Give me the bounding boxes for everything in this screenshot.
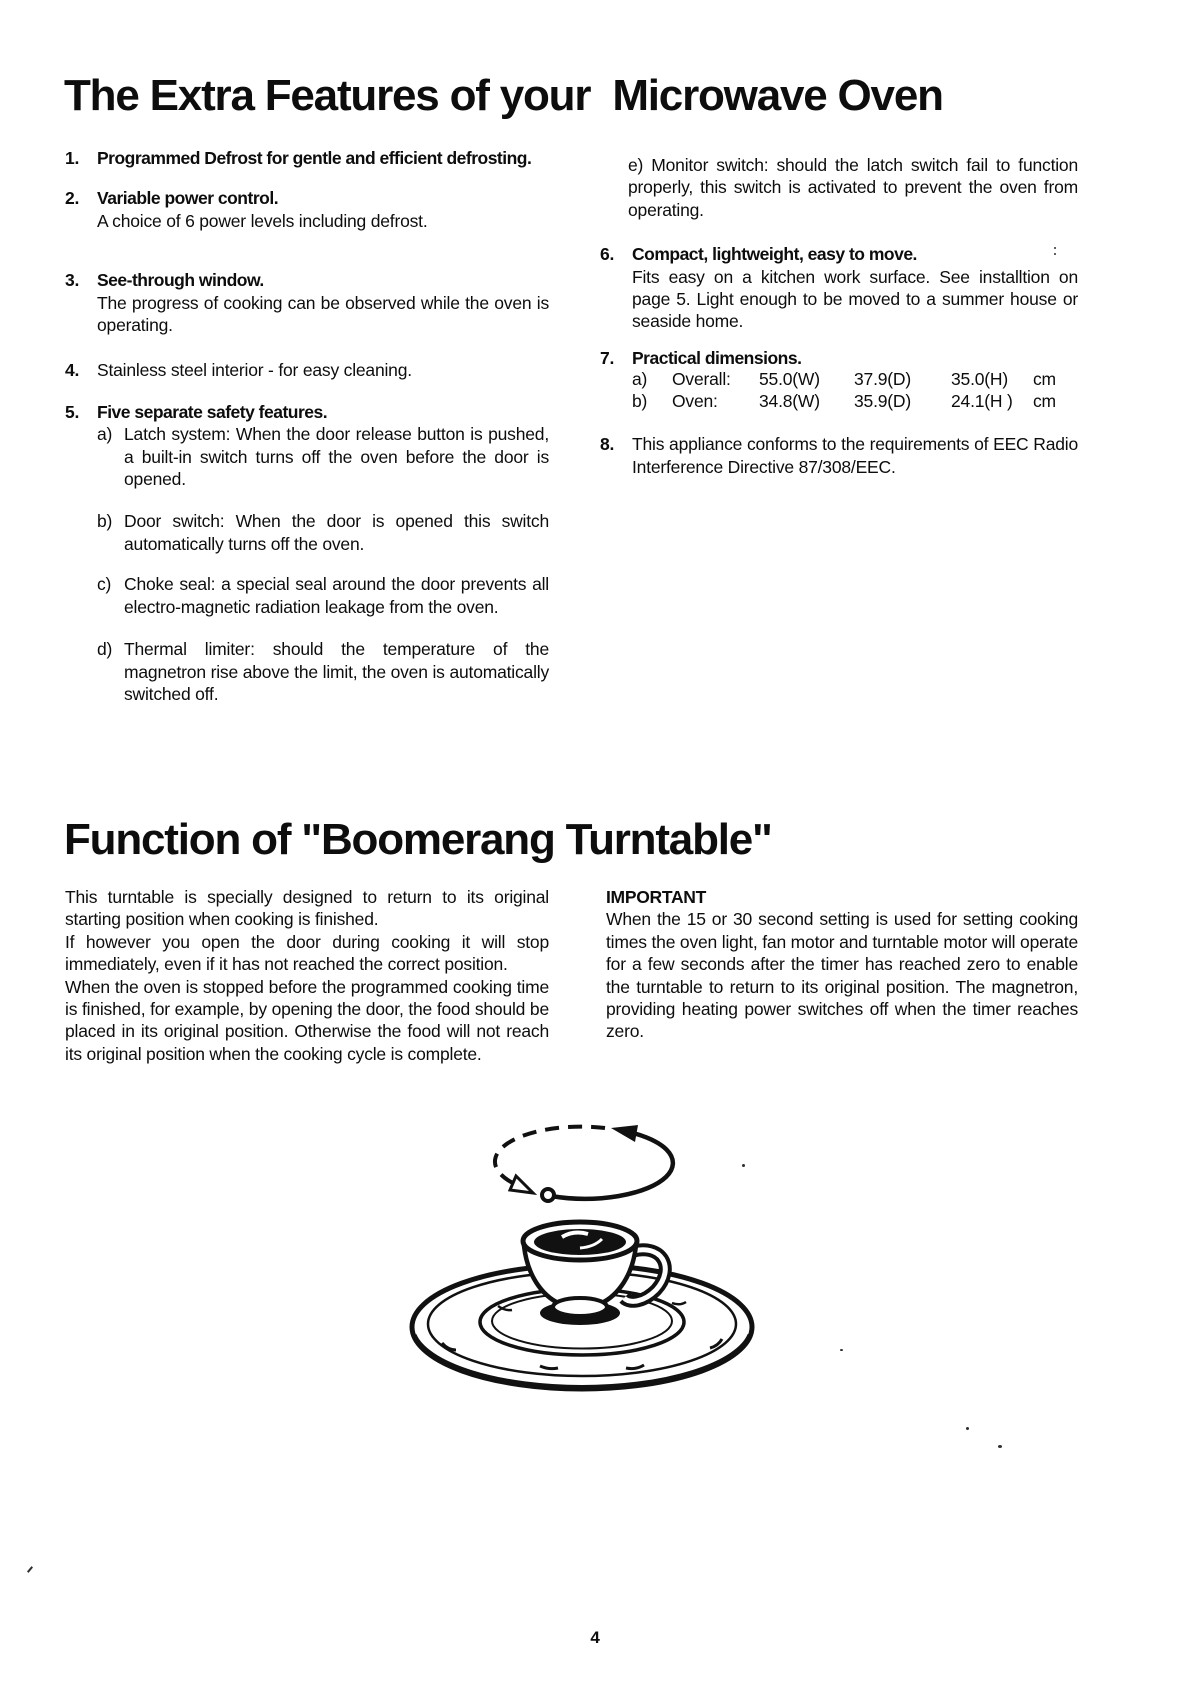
scan-speckle: [1054, 253, 1056, 255]
dim-width: 34.8(W): [759, 390, 820, 411]
dimension-row-oven: [632, 391, 1078, 413]
turntable-illustration: [380, 1100, 800, 1410]
safety-sub-item-a: [97, 423, 549, 490]
sub-text: Latch system: When the door release button is pushed, a built-in switch turns off the oven before the door is opened.: [124, 424, 549, 490]
item-heading: Five separate safety features.: [97, 401, 328, 422]
item-body: This appliance conforms to the requirements of EEC Radio Interference Directive 87/308/EEC.: [632, 434, 1078, 477]
turntable-paragraph-2: If however you open the door during cooking it will stop immediately, even if it has not reached the correct position.: [65, 931, 549, 975]
dim-depth: 37.9(D): [854, 369, 911, 390]
dim-height: 35.0(H): [951, 369, 1008, 390]
dim-label: b): [632, 390, 648, 411]
turntable-right-column: [606, 886, 1078, 1043]
turntable-left-column: [65, 886, 549, 1065]
scan-speckle: [998, 1445, 1002, 1448]
important-body: When the 15 or 30 second setting is used for setting cooking times the oven light, fan motor and turntable motor will operate for a few seconds after the timer has reached zero to enable the turntable to return to its original position. The magnetron, providing heating power switches off when the timer reaches zero.: [606, 909, 1078, 1042]
sub-text: Choke seal: a special seal around the door prevents all electro-magnetic radiation leakage from the oven.: [124, 574, 549, 617]
feature-item-5: [65, 401, 549, 705]
sub-text: Thermal limiter: should the temperature of the magnetron rise above the limit, the oven is automatically switched off.: [124, 639, 549, 704]
dim-width: 55.0(W): [759, 369, 820, 390]
item-heading: See-through window.: [97, 270, 264, 291]
dim-unit: cm: [1033, 390, 1056, 411]
rotation-arrow-dashed-arc: [495, 1127, 605, 1185]
important-heading: IMPORTANT: [606, 887, 707, 907]
features-left-column: [65, 147, 549, 705]
item-body: Fits easy on a kitchen work surface. See installtion on page 5. Light enough to be moved to a summer house or seaside home.: [632, 266, 1078, 332]
start-position-marker: [542, 1189, 554, 1201]
item-number: 8.: [600, 434, 615, 455]
safety-sub-item-c: [97, 573, 549, 618]
sub-label: c): [97, 574, 112, 595]
item-number: 4.: [65, 360, 80, 381]
item-number: 1.: [65, 148, 80, 168]
item-heading: Compact, lightweight, easy to move.: [632, 244, 917, 265]
dim-name: Oven:: [672, 390, 718, 411]
feature-item-7: [600, 347, 1078, 412]
features-right-column: [600, 154, 1078, 478]
dimension-row-overall: [632, 369, 1078, 391]
feature-item-1: [65, 147, 549, 169]
item-body: Stainless steel interior - for easy cleaning.: [97, 360, 412, 381]
sub-label: d): [97, 639, 113, 660]
monitor-switch-paragraph: e) Monitor switch: should the latch switch fail to function properly, this switch is activated to prevent the oven from operating.: [628, 155, 1078, 220]
item-number: 6.: [600, 244, 615, 265]
item-heading: Practical dimensions.: [632, 347, 802, 368]
dim-depth: 35.9(D): [854, 390, 911, 411]
item-number: 2.: [65, 188, 80, 209]
dim-height: 24.1(H ): [951, 390, 1013, 411]
safety-sub-item-b: [97, 510, 549, 555]
rotation-arrowhead-icon: [611, 1125, 638, 1142]
sub-label: a): [97, 424, 113, 445]
feature-item-4: [65, 359, 549, 381]
scan-speckle: [840, 1349, 843, 1351]
feature-item-8: [600, 433, 1078, 478]
feature-item-6: [600, 243, 1078, 333]
scan-speckle: [966, 1427, 969, 1430]
dim-label: a): [632, 369, 648, 390]
scan-speckle: [27, 1566, 33, 1573]
page-number: 4: [590, 1628, 600, 1647]
item-body: The progress of cooking can be observed while the oven is operating.: [97, 292, 549, 336]
section2-title: Function of "Boomerang Turntable": [64, 815, 772, 864]
item-number: 5.: [65, 401, 80, 422]
scan-speckle: [1054, 247, 1056, 249]
scan-speckle: [742, 1164, 745, 1167]
item-body: A choice of 6 power levels including defrost.: [97, 210, 428, 231]
section1-title: The Extra Features of your Microwave Oven: [64, 71, 943, 120]
rotation-arrow-solid-arc: [551, 1130, 673, 1199]
dim-unit: cm: [1033, 369, 1056, 390]
feature-item-3: [65, 269, 549, 336]
sub-label: b): [97, 511, 113, 532]
safety-sub-item-d: [97, 638, 549, 705]
item-heading: Programmed Defrost for gentle and efficient defrosting.: [97, 148, 532, 168]
item-heading: Variable power control.: [97, 188, 279, 209]
dim-name: Overall:: [672, 369, 731, 390]
turntable-paragraph-1: This turntable is specially designed to return to its original starting position when cooking is finished.: [65, 887, 549, 930]
item-number: 3.: [65, 270, 80, 291]
item-number: 7.: [600, 347, 615, 368]
start-arrowhead-icon: [510, 1176, 533, 1193]
turntable-paragraph-3: When the oven is stopped before the programmed cooking time is finished, for example, by opening the door, the food should be placed in its original position. Otherwise the food will not reach its original position when the cooking cycle is complete.: [65, 976, 549, 1064]
sub-text: Door switch: When the door is opened this switch automatically turns off the oven.: [124, 511, 549, 554]
feature-item-2: [65, 187, 549, 232]
